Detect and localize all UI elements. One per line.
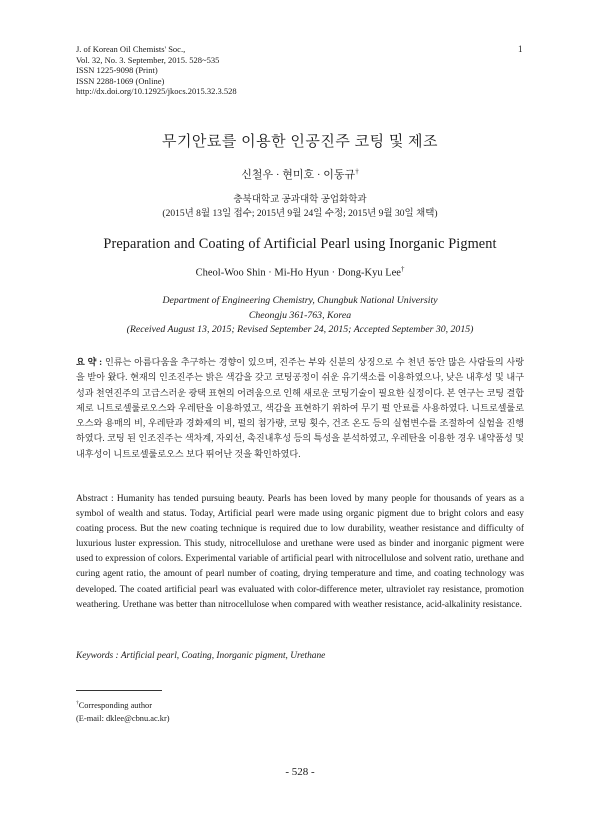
footnote-mark: †	[76, 700, 79, 706]
abstract-korean-label: 요 약 :	[76, 357, 103, 367]
affiliation-english	[0, 294, 600, 338]
page-marker: 1	[518, 44, 523, 54]
corresponding-mark-ko: †	[355, 167, 359, 176]
title-korean: 무기안료를 이용한 인공진주 코팅 및 제조	[161, 134, 439, 150]
title-english: Preparation and Coating of Artificial Pearl using Inorganic Pigment	[103, 236, 497, 252]
dates-english: (Received August 13, 2015; Revised September 24, 2015; Accepted September 30, 2015)	[126, 324, 474, 336]
journal-volume: Vol. 32, No. 3. September, 2015. 528~535	[76, 54, 220, 65]
authors-english-names: Cheol-Woo Shin · Mi-Ho Hyun · Dong-Kyu Lee	[195, 267, 401, 279]
affiliation-english-city: Cheongju 361-763, Korea	[248, 309, 352, 321]
footnote-corresponding	[76, 697, 170, 712]
authors-korean-names: 신철우 · 현미호 · 이동규	[241, 169, 356, 181]
corresponding-mark-en: †	[400, 266, 405, 273]
keywords-label: Keywords :	[76, 651, 119, 661]
affiliation-korean	[0, 193, 600, 221]
journal-header	[76, 44, 237, 97]
footnote-email: (E-mail: dklee@cbnu.ac.kr)	[76, 713, 170, 723]
abstract-english-text: Humanity has tended pursuing beauty. Pearls has been loved by many people for thousands of years as a symbol of wealth and status. Today, Artificial pearl were made using organic pigment due to bright colors and easy coating process. But the new coating technique is required due to low durability, weather resistance and difficulty of luxurious luster expression. This study, nitrocellulose and urethane were used as binder and inorganic pigment were used to expression of colors. Experimental variable of artificial pearl with nitrocellulose and solvent ratio, urethane and curing agent ratio, the amount of pearl number of coating, drying temperature and time, and coating technology was developed. The coated artificial pearl was evaluated with color-difference meter, ultraviolet ray resistance, promotion weathering. Urethane was better than nitrocellulose when compared with weather resistance, acid-alkalinity resistance.	[76, 494, 525, 610]
journal-name: J. of Korean Oil Chemists' Soc.,	[76, 44, 186, 54]
abstract-korean-text: 인류는 아름다움을 추구하는 경향이 있으며, 진주는 부와 신분의 상징으로 수 천년 동안 많은 사람들의 사랑을 받아 왔다. 현재의 인조진주는 밝은 색감을 갖고 코팅공정이 쉬운 유기색소를 이용하였으나, 낮은 내후성 및 내구성과 천연진주의 고급스러운 광택 표현의 어려움으로 인해 새로운 코팅기술이 필요한 실정이다. 본 연구는 코팅 결합제로 니트로셀룰로오스와 우레탄을 이용하였고, 색감을 표현하기 위하여 무기 펄 안료를 사용하였다. 니트로셀룰로오스와 용매의 비, 우레탄과 경화제의 비, 펄의 첨가량, 코팅 횟수, 건조 온도 등의 실험변수를 조절하여 실험을 진행하였다. 코팅 된 인조진주는 색차계, 자외선, 촉진내후성 등의 특성을 분석하였고, 우레탄을 이용한 경우 내약품성 및 내후성이 니트로셀룰로오스 보다 뛰어난 것을 확인하였다.	[76, 357, 524, 459]
dates-korean: (2015년 8월 13일 접수; 2015년 9월 24일 수정; 2015년 9월 30일 채택)	[162, 209, 438, 219]
footnote	[76, 697, 170, 725]
footnote-divider	[76, 690, 162, 691]
page-footer-number: - 528 -	[285, 766, 315, 778]
abstract-korean	[76, 355, 524, 462]
authors-english	[0, 266, 600, 279]
doi-link[interactable]: http://dx.doi.org/10.12925/jkocs.2015.32.3.528	[76, 86, 237, 97]
affiliation-english-dept: Department of Engineering Chemistry, Chungbuk National University	[162, 295, 438, 306]
abstract-english-label: Abstract :	[76, 494, 114, 504]
keywords-text: Artificial pearl, Coating, Inorganic pigment, Urethane	[120, 651, 326, 661]
authors-korean	[0, 166, 600, 182]
issn-online: ISSN 2288-1069 (Online)	[76, 75, 165, 86]
issn-print: ISSN 1225-9098 (Print)	[76, 65, 158, 76]
affiliation-korean-dept: 충북대학교 공과대학 공업화학과	[233, 195, 367, 205]
footnote-corresponding-text: Corresponding author	[78, 700, 152, 710]
abstract-english	[76, 492, 524, 613]
keywords	[76, 651, 524, 661]
